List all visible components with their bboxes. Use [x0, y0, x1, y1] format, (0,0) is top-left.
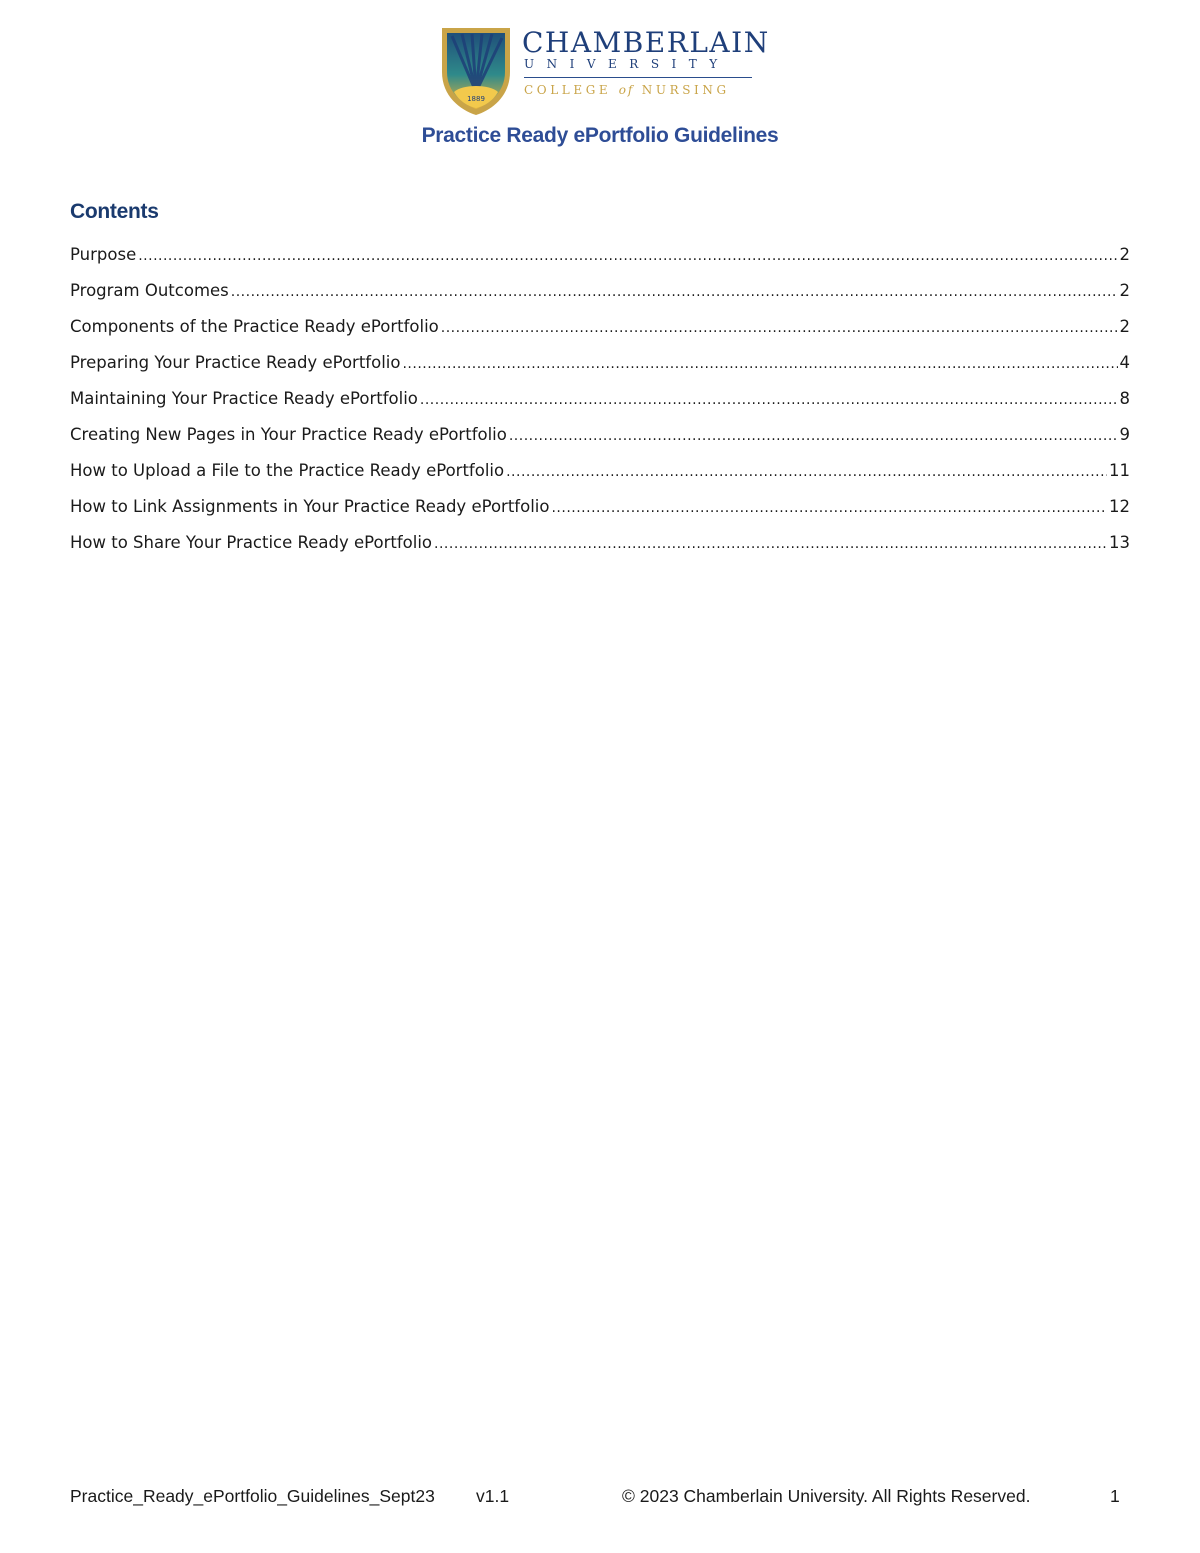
table-of-contents [70, 245, 1130, 569]
document-title: Practice Ready ePortfolio Guidelines [421, 124, 779, 147]
toc-entry-label: How to Link Assignments in Your Practice Ready ePortfolio [70, 497, 550, 516]
logo-wordmark-university: UNIVERSITY [524, 57, 730, 71]
logo-wordmark-chamberlain: CHAMBERLAIN [522, 26, 770, 59]
footer-page-number: 1 [1110, 1486, 1120, 1506]
toc-entry-page: 13 [1109, 533, 1130, 552]
logo-of-word: of [618, 83, 635, 97]
toc-entry-label: Purpose [70, 245, 137, 264]
toc-entry-preparing[interactable] [70, 353, 1130, 389]
toc-entry-page: 11 [1109, 461, 1130, 480]
toc-entry-label: How to Upload a File to the Practice Ready ePortfolio [70, 461, 505, 480]
toc-entry-label: Components of the Practice Ready ePortfolio [70, 317, 439, 336]
toc-entry-page: 8 [1119, 389, 1130, 408]
toc-entry-page: 9 [1119, 425, 1130, 444]
toc-entry-maintaining[interactable] [70, 389, 1130, 425]
toc-entry-page: 2 [1119, 317, 1130, 336]
toc-entry-program-outcomes[interactable] [70, 281, 1130, 317]
page-footer [70, 1486, 1130, 1510]
logo-divider [524, 77, 752, 78]
toc-entry-components[interactable] [70, 317, 1130, 353]
footer-version: v1.1 [476, 1486, 510, 1506]
toc-dot-leader [231, 284, 1118, 300]
toc-dot-leader [402, 356, 1117, 372]
toc-entry-page: 2 [1119, 281, 1130, 300]
toc-dot-leader [138, 248, 1117, 264]
toc-entry-upload-file[interactable] [70, 461, 1130, 497]
toc-entry-share[interactable] [70, 533, 1130, 569]
toc-entry-label: Preparing Your Practice Ready ePortfolio [70, 353, 401, 372]
logo-nursing-word: NURSING [641, 83, 730, 97]
toc-dot-leader [420, 392, 1118, 408]
logo-wordmark-college [524, 83, 730, 97]
logo-college-word: COLLEGE [524, 83, 612, 97]
toc-dot-leader [551, 500, 1107, 516]
toc-dot-leader [506, 464, 1107, 480]
toc-entry-purpose[interactable] [70, 245, 1130, 281]
toc-entry-label: How to Share Your Practice Ready ePortfolio [70, 533, 433, 552]
chamberlain-crest-icon [440, 26, 512, 116]
toc-entry-link-assignments[interactable] [70, 497, 1130, 533]
toc-entry-creating-pages[interactable] [70, 425, 1130, 461]
crest-year: 1889 [467, 95, 485, 103]
toc-entry-page: 12 [1109, 497, 1130, 516]
toc-entry-page: 2 [1119, 245, 1130, 264]
toc-entry-label: Maintaining Your Practice Ready ePortfolio [70, 389, 418, 408]
chamberlain-logo [440, 26, 770, 118]
toc-heading: Contents [70, 200, 159, 223]
toc-dot-leader [434, 536, 1107, 552]
toc-entry-label: Program Outcomes [70, 281, 229, 300]
toc-entry-label: Creating New Pages in Your Practice Ready ePortfolio [70, 425, 507, 444]
footer-filename: Practice_Ready_ePortfolio_Guidelines_Sept23 [70, 1486, 435, 1506]
toc-dot-leader [509, 428, 1118, 444]
footer-copyright: © 2023 Chamberlain University. All Rights Reserved. [622, 1486, 1031, 1506]
toc-dot-leader [441, 320, 1118, 336]
toc-entry-page: 4 [1119, 353, 1130, 372]
